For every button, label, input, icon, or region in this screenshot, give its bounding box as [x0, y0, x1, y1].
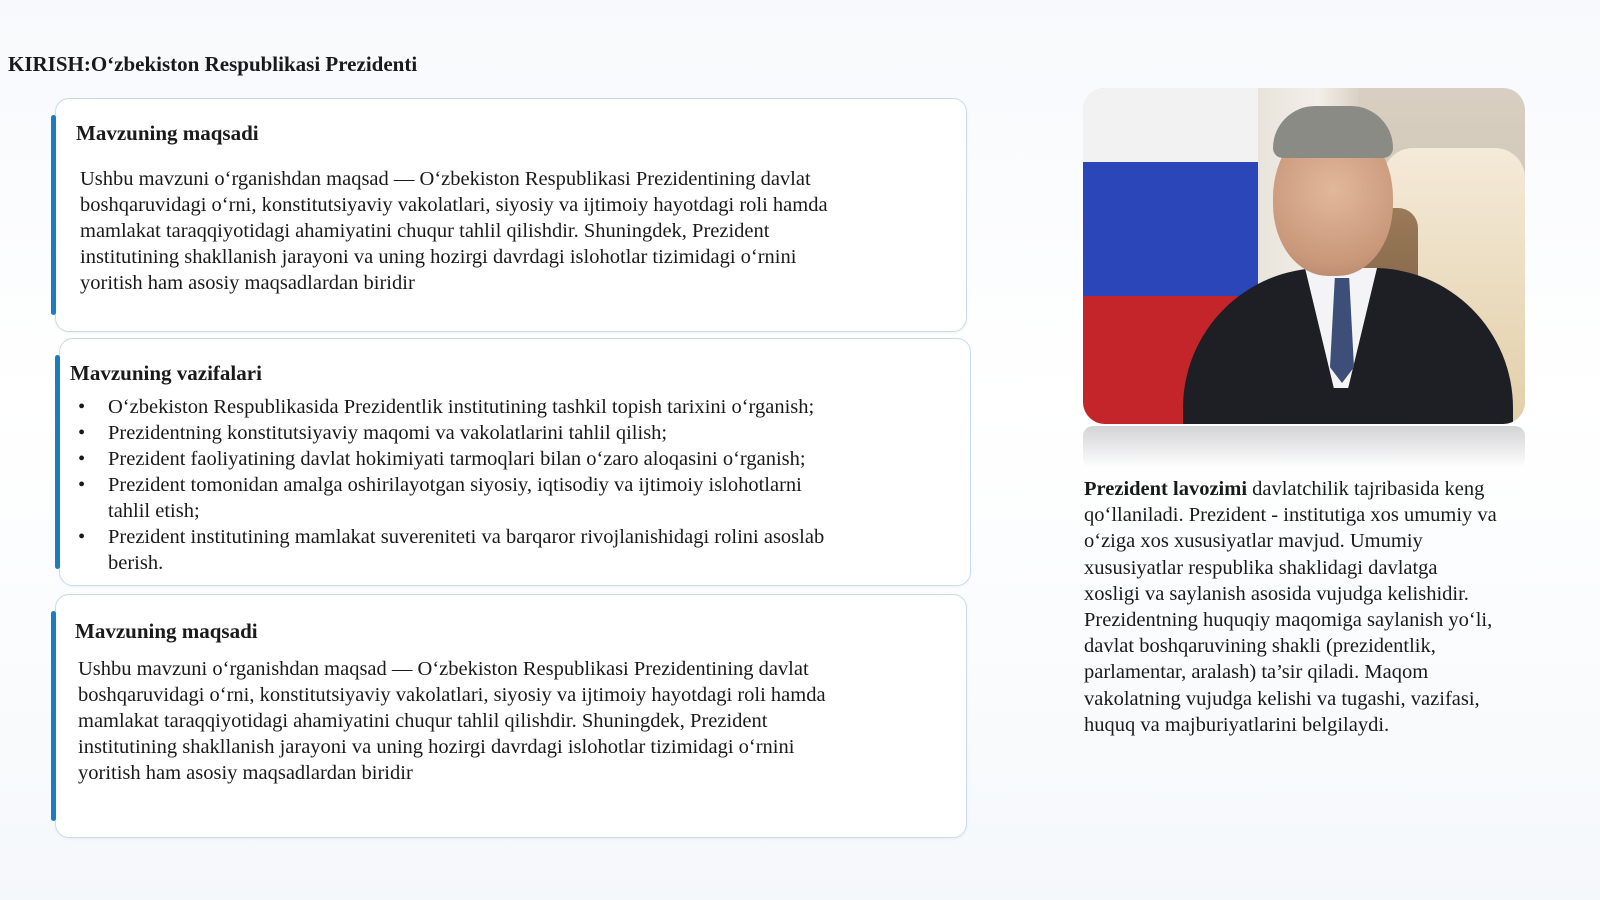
text-line: boshqaruvidagi o‘rni, konstitutsiyaviy vakolatlari, siyosiy va ijtimoiy hayotdagi roli hamda [78, 684, 826, 706]
list-item-text: Prezidentning konstitutsiyaviy maqomi va vakolatlarini tahlil qilish; [108, 422, 668, 444]
list-item-text: tahlil etish; [108, 500, 200, 522]
slide-title: KIRISH:O‘zbekiston Respublikasi Prezidenti [8, 52, 418, 76]
text-line: o‘ziga xos xususiyatlar mavjud. Umumiy [1084, 530, 1423, 553]
tasks-card [59, 338, 971, 586]
goal-card-repeat-text [78, 656, 826, 786]
list-item-text: berish. [108, 552, 164, 574]
text-line: huquq va majburiyatlarini belgilaydi. [1084, 713, 1390, 736]
tasks-list [78, 394, 958, 576]
list-item [78, 420, 958, 446]
president-photo [1083, 88, 1525, 424]
text-line: yoritish ham asosiy maqsadlardan biridir [80, 272, 415, 294]
list-item-text: Prezident institutining mamlakat suvereniteti va barqaror rivojlanishidagi rolini asoslab [108, 526, 825, 548]
text-line: davlat boshqaruvining shakli (prezidentlik, [1084, 635, 1436, 658]
goal-card-repeat-heading: Mavzuning maqsadi [75, 619, 258, 643]
list-item-text: Prezident tomonidan amalga oshirilayotgan siyosiy, iqtisodiy va ijtimoiy islohotlarni [108, 474, 802, 496]
goal-card [55, 98, 967, 332]
text-line: mamlakat taraqqiyotidagi ahamiyatini chuqur tahlil qilishdir. Shuningdek, Prezident [78, 710, 768, 732]
hair-shape [1273, 106, 1393, 158]
photo-reflection [1083, 426, 1525, 468]
tasks-card-heading: Mavzuning vazifalari [70, 361, 262, 385]
bullet-icon: • [78, 396, 86, 418]
list-item-text: O‘zbekiston Respublikasida Prezidentlik institutining tashkil topish tarixini o‘rganish; [108, 396, 815, 418]
text-line: xosligi va saylanish asosida vujudga kelishidir. [1084, 582, 1469, 605]
text-line: Ushbu mavzuni o‘rganishdan maqsad — O‘zbekiston Respublikasi Prezidentining davlat [80, 168, 811, 190]
text-line: institutining shakllanish jarayoni va uning hozirgi davrdagi islohotlar tizimidagi o‘rnini [78, 736, 795, 758]
text-line: boshqaruvidagi o‘rni, konstitutsiyaviy vakolatlari, siyosiy va ijtimoiy hayotdagi roli hamda [80, 194, 828, 216]
text-line: yoritish ham asosiy maqsadlardan biridir [78, 762, 413, 784]
text-line: Prezidentning huquqiy maqomiga saylanish yo‘li, [1084, 609, 1493, 632]
text-line: Ushbu mavzuni o‘rganishdan maqsad — O‘zbekiston Respublikasi Prezidentining davlat [78, 658, 809, 680]
list-item [78, 472, 958, 524]
bullet-icon: • [78, 526, 86, 548]
side-description-bold: Prezident lavozimi [1084, 478, 1248, 500]
text-line: qo‘llaniladi. Prezident - institutiga xos umumiy va [1084, 504, 1497, 527]
list-item [78, 524, 958, 576]
text-line: xususiyatlar respublika shaklidagi davlatga [1084, 556, 1438, 579]
list-item [78, 394, 958, 420]
goal-card-repeat [55, 594, 967, 838]
goal-card-heading: Mavzuning maqsadi [76, 121, 259, 145]
bullet-icon: • [78, 422, 86, 444]
text-line: parlamentar, aralash) ta’sir qiladi. Maqom [1084, 661, 1429, 684]
text-line: institutining shakllanish jarayoni va uning hozirgi davrdagi islohotlar tizimidagi o‘rnini [80, 246, 797, 268]
goal-card-text [80, 166, 828, 296]
bullet-icon: • [78, 448, 86, 470]
text-line: vakolatning vujudga kelishi va tugashi, vazifasi, [1084, 687, 1480, 710]
text-line: davlatchilik tajribasida keng [1247, 478, 1485, 500]
side-description [1084, 476, 1544, 738]
bullet-icon: • [78, 474, 86, 496]
list-item [78, 446, 958, 472]
list-item-text: Prezident faoliyatining davlat hokimiyati tarmoqlari bilan o‘zaro aloqasini o‘rganish; [108, 448, 806, 470]
text-line: mamlakat taraqqiyotidagi ahamiyatini chuqur tahlil qilishdir. Shuningdek, Prezident [80, 220, 770, 242]
